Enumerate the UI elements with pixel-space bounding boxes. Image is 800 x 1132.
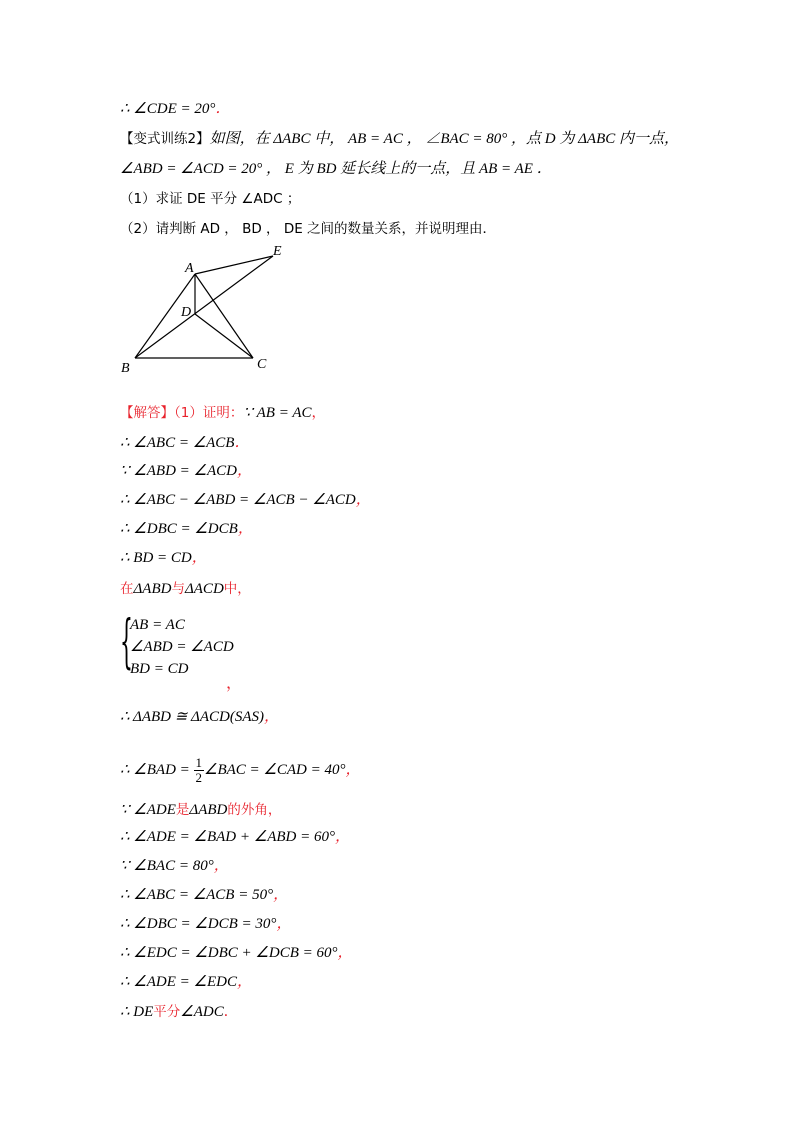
- punct: ，: [345, 762, 361, 778]
- punct: ，: [191, 550, 207, 566]
- geometry-figure: [115, 240, 295, 380]
- left-brace: {: [120, 607, 133, 675]
- label-c: C: [257, 357, 267, 372]
- condition-1: AB = AC: [130, 617, 185, 633]
- segment-be: [135, 256, 273, 358]
- answer-line-1: [120, 434, 250, 452]
- step-2: ∵ ∠ABD = ∠ACD: [120, 463, 237, 479]
- punct: ，: [334, 829, 350, 845]
- step-12: ∴ ∠ABC = ∠ACB = 50°: [120, 887, 274, 903]
- punct: ，: [264, 709, 280, 725]
- question-1: （1）求证 DE 平分 ∠ADC ；: [120, 191, 301, 207]
- punct: ，: [213, 858, 229, 874]
- step-5: ∴ BD = CD: [120, 550, 192, 566]
- step-6-and: 与: [171, 581, 185, 597]
- step-8-rhs: ∠BAC = ∠CAD = 40°: [204, 762, 346, 778]
- label-a: A: [185, 261, 194, 276]
- label-b: B: [121, 361, 130, 376]
- step-6-tri1: ΔABD: [133, 581, 172, 597]
- step-15: ∴ ∠ADE = ∠EDC: [120, 974, 237, 990]
- exercise-header: 【变式训练2】: [120, 131, 210, 147]
- condition-3: BD = CD: [130, 661, 189, 677]
- answer-line-12: [120, 886, 288, 904]
- step-9-tri: ΔABD: [189, 802, 228, 818]
- step-6-suffix: 中，: [223, 581, 251, 597]
- punct: ，: [237, 521, 253, 537]
- segment-dc: [195, 314, 253, 358]
- answer-line-2: [120, 462, 252, 480]
- previous-conclusion: [120, 100, 230, 118]
- answer-line-15: [120, 973, 252, 991]
- step-3: ∴ ∠ABC − ∠ABD = ∠ACB − ∠ACD: [120, 492, 356, 508]
- punct: ，: [337, 945, 353, 961]
- punct: ．: [223, 1004, 238, 1020]
- punct: ，: [311, 405, 326, 421]
- answer-line-4: [120, 520, 253, 538]
- step-11: ∵ ∠BAC = 80°: [120, 858, 214, 874]
- answer-line-7: [120, 708, 279, 726]
- punct: ．: [234, 435, 250, 451]
- fraction-numerator: 1: [195, 755, 203, 771]
- condition-2: ∠ABD = ∠ACD: [130, 639, 234, 655]
- step-14: ∴ ∠EDC = ∠DBC + ∠DCB = 60°: [120, 945, 338, 961]
- punct: ，: [226, 673, 243, 692]
- exercise-line-1: [120, 130, 679, 148]
- answer-line-14: [120, 944, 353, 962]
- step-16-angle: ∠ADC: [180, 1004, 224, 1020]
- punct: ，: [236, 463, 252, 479]
- exercise-text-1: 如图，在 ΔABC 中， AB = AC ， ∠BAC = 80° ，点 D 为 ΔABC 内一点，: [209, 131, 679, 147]
- step-0: ∵ AB = AC: [243, 405, 312, 421]
- answer-header: 【解答】: [120, 405, 174, 421]
- prev-conclusion-text: ∴ ∠CDE = 20°: [120, 101, 216, 117]
- step-4: ∴ ∠DBC = ∠DCB: [120, 521, 238, 537]
- step-1: ∴ ∠ABC = ∠ACB: [120, 435, 235, 451]
- punct: ．: [215, 101, 231, 117]
- punct: ，: [273, 887, 289, 903]
- answer-line-8: [120, 756, 361, 785]
- step-7: ∴ ΔABD ≅ ΔACD(SAS): [120, 709, 265, 725]
- fraction-denominator: 2: [195, 770, 203, 786]
- label-d: D: [181, 305, 192, 320]
- step-10: ∴ ∠ADE = ∠BAD + ∠ABD = 60°: [120, 829, 335, 845]
- fraction-one-half: [194, 756, 205, 785]
- answer-intro: （1）证明：: [174, 405, 244, 421]
- step-16-bisects: 平分: [153, 1004, 181, 1020]
- answer-line-16: [120, 1003, 238, 1021]
- answer-line-10: [120, 828, 350, 846]
- punct: ，: [276, 916, 292, 932]
- answer-line-5: [120, 549, 207, 567]
- question-2: （2）请判断 AD ， BD ， DE 之间的数量关系，并说明理由．: [120, 221, 497, 237]
- punct: ，: [355, 492, 371, 508]
- step-16-de: ∴ DE: [120, 1004, 154, 1020]
- punct: ，: [236, 974, 252, 990]
- label-e: E: [273, 244, 282, 259]
- answer-line-3: [120, 491, 371, 509]
- answer-line-11: [120, 857, 229, 875]
- answer-line-9: [120, 801, 281, 819]
- answer-line-6: [120, 580, 251, 598]
- step-6-tri2: ΔACD: [184, 581, 224, 597]
- step-9-is: 是: [175, 802, 190, 818]
- segment-ac: [195, 274, 253, 358]
- step-9-exterior: 的外角，: [227, 802, 282, 818]
- answer-line-0: [120, 404, 325, 422]
- step-13: ∴ ∠DBC = ∠DCB = 30°: [120, 916, 277, 932]
- answer-line-13: [120, 915, 291, 933]
- step-9-angle: ∵ ∠ADE: [120, 802, 176, 818]
- step-8-lhs: ∴ ∠BAD =: [120, 762, 194, 778]
- step-6-prefix: 在: [120, 581, 134, 597]
- exercise-line-2: ∠ABD = ∠ACD = 20° ， E 为 BD 延长线上的一点，且 AB = AE ．: [120, 161, 552, 177]
